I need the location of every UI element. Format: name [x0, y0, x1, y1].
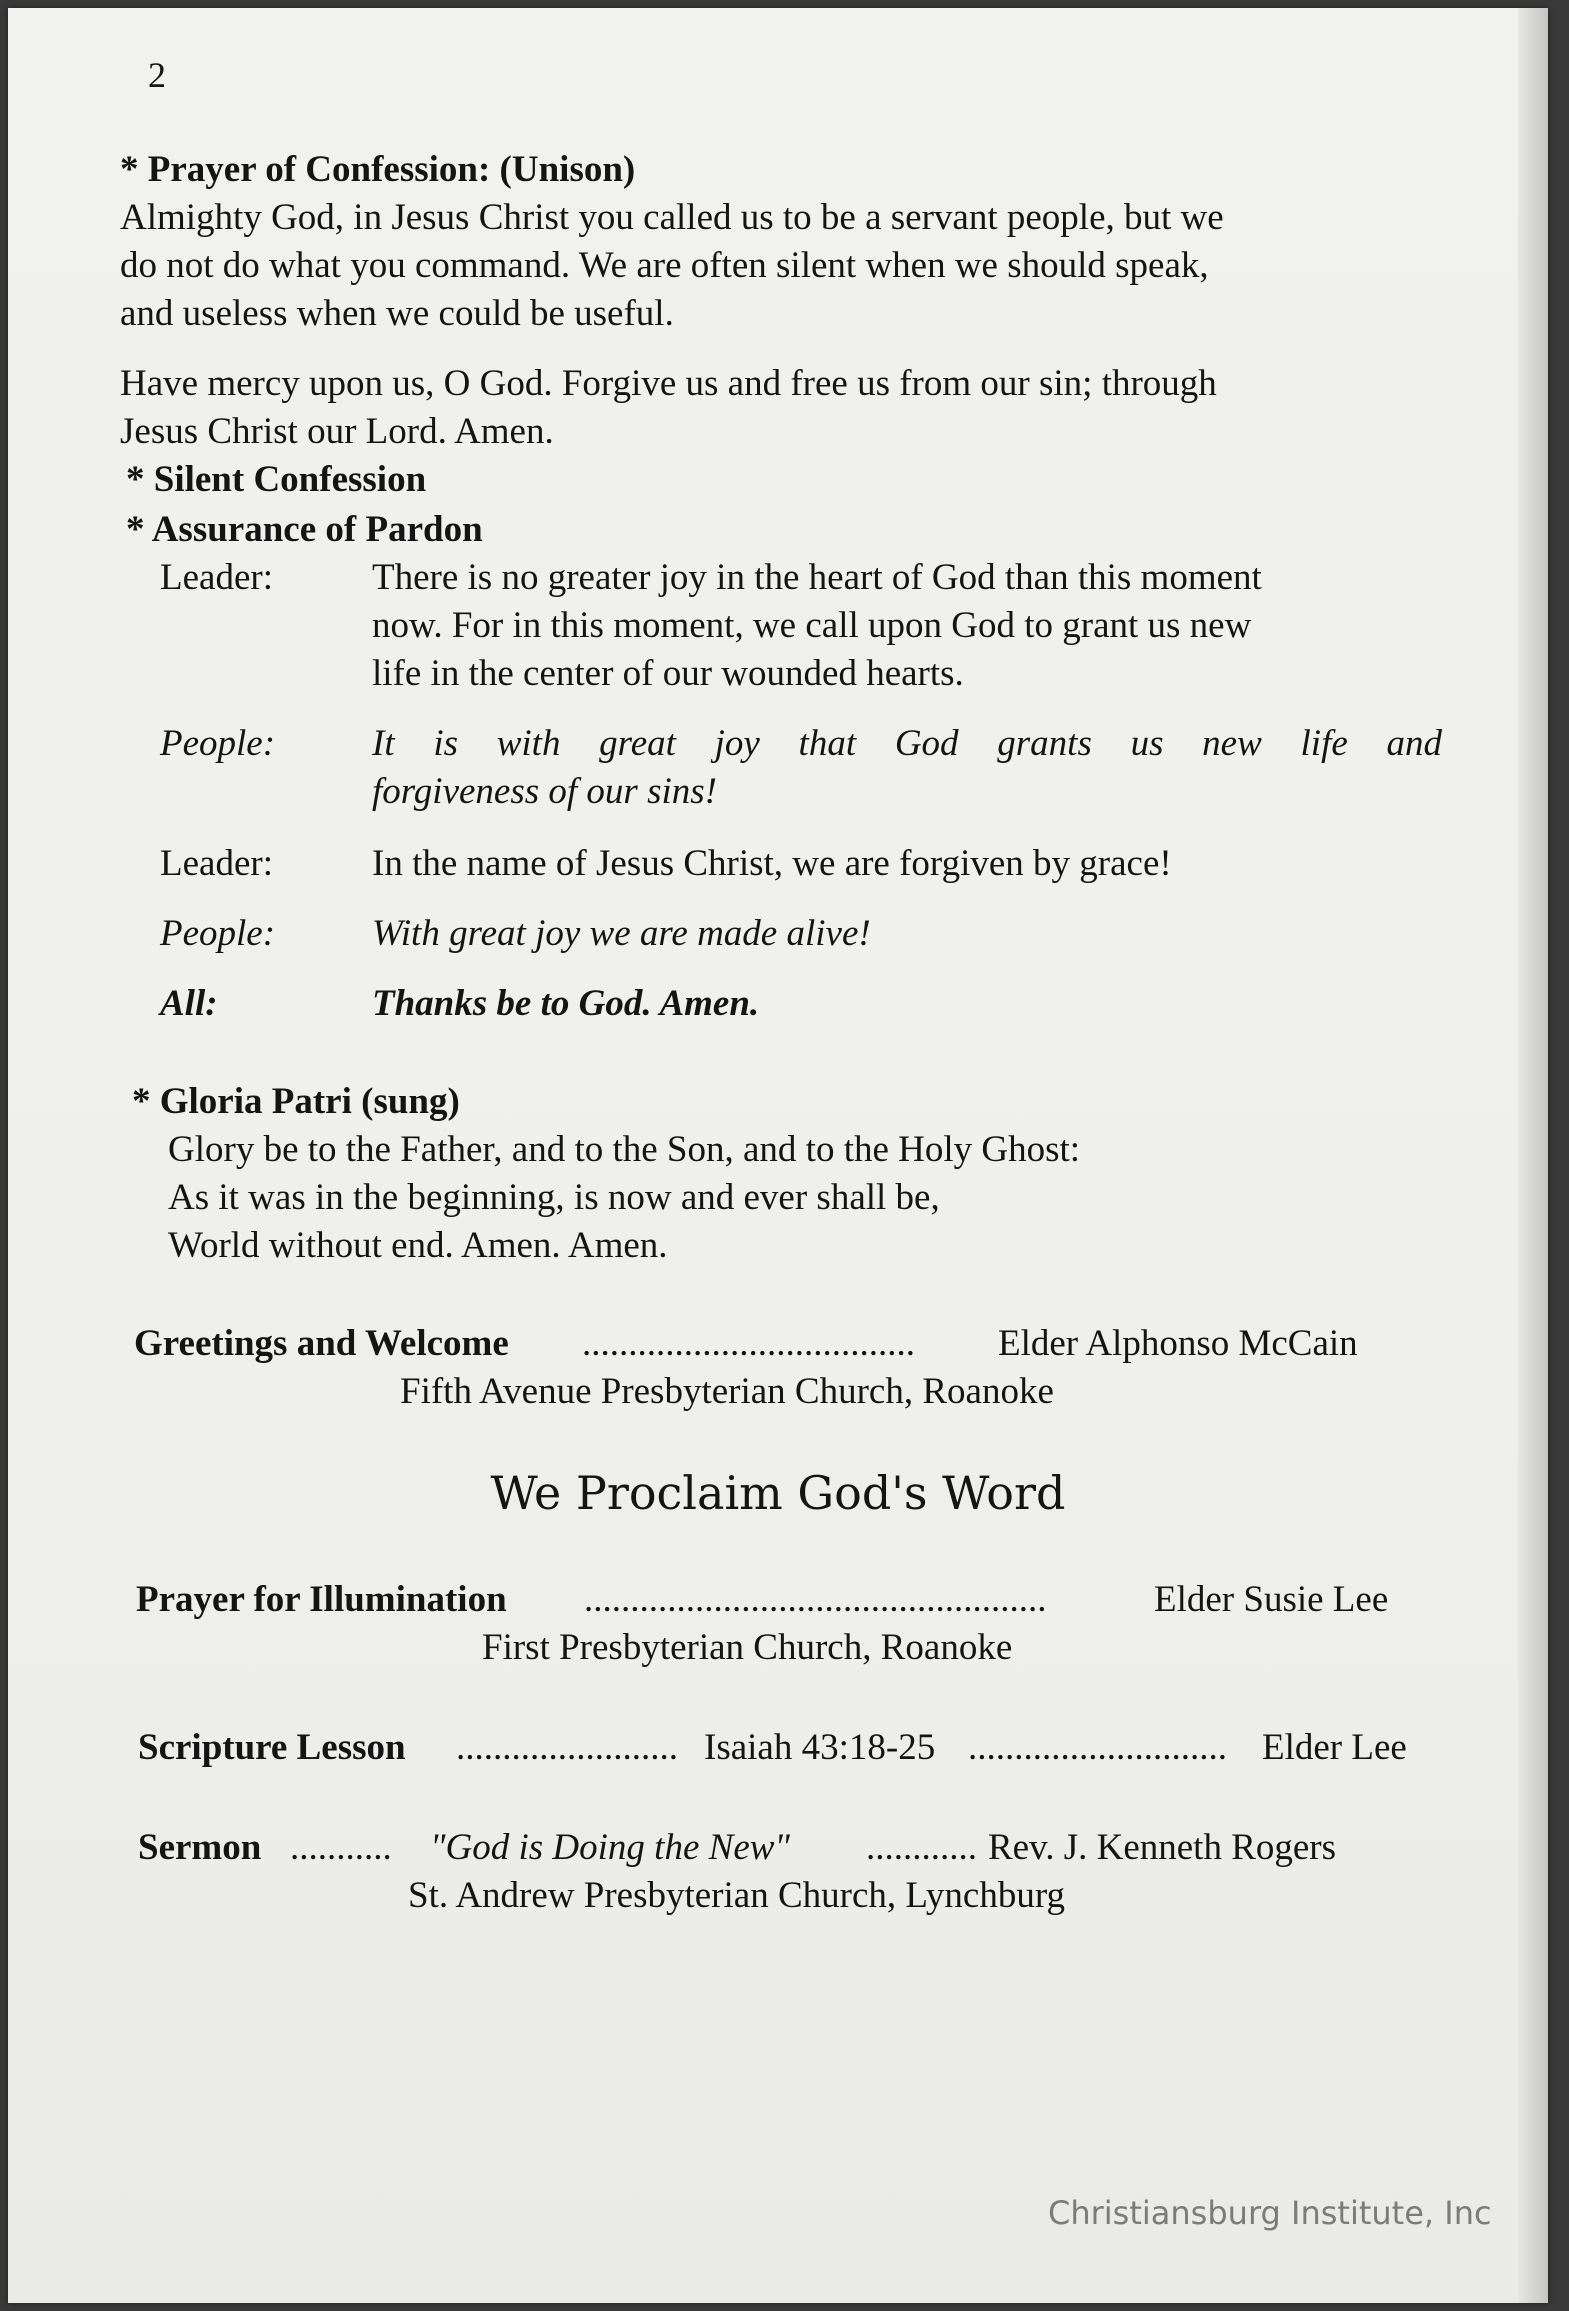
assurance-text: Thanks be to God. Amen.: [372, 983, 760, 1024]
confession-line-1: Almighty God, in Jesus Christ you called us to be a servant people, but we: [120, 197, 1224, 238]
gloria-line: Glory be to the Father, and to the Son, and to the Holy Ghost:: [168, 1129, 1081, 1170]
assurance-text: life in the center of our wounded hearts.: [372, 653, 964, 694]
bulletin-page: [8, 8, 1548, 2303]
gloria-heading: * Gloria Patri (sung): [132, 1081, 460, 1122]
section-title: We Proclaim God's Word: [490, 1466, 1066, 1520]
scripture-dots-2: ............................: [968, 1727, 1227, 1768]
speaker-label: Leader:: [160, 843, 273, 884]
silent-confession-heading: * Silent Confession: [126, 459, 427, 500]
assurance-text: In the name of Jesus Christ, we are forgiven by grace!: [372, 843, 1172, 884]
sermon-dots-2: ............: [866, 1827, 977, 1868]
gloria-line: As it was in the beginning, is now and ever shall be,: [168, 1177, 940, 1218]
gloria-line: World without end. Amen. Amen.: [168, 1225, 668, 1266]
confession-line-5: Jesus Christ our Lord. Amen.: [120, 411, 554, 452]
illumination-church: First Presbyterian Church, Roanoke: [482, 1627, 1013, 1668]
illumination-leader: Elder Susie Lee: [1154, 1579, 1389, 1620]
scripture-reader: Elder Lee: [1262, 1727, 1407, 1768]
scripture-passage: Isaiah 43:18-25: [704, 1727, 936, 1768]
assurance-heading: * Assurance of Pardon: [126, 509, 483, 550]
confession-heading: * Prayer of Confession: (Unison): [120, 149, 636, 190]
assurance-text: With great joy we are made alive!: [372, 913, 871, 954]
page-number: 2: [148, 55, 166, 95]
assurance-text: It is with great joy that God grants us new life and: [372, 723, 1442, 764]
speaker-label: All:: [160, 983, 218, 1024]
scripture-label: Scripture Lesson: [138, 1727, 406, 1768]
illumination-label: Prayer for Illumination: [136, 1579, 507, 1620]
confession-line-2: do not do what you command. We are often silent when we should speak,: [120, 245, 1209, 286]
assurance-text: forgiveness of our sins!: [372, 771, 717, 812]
confession-line-4: Have mercy upon us, O God. Forgive us and free us from our sin; through: [120, 363, 1217, 404]
speaker-label: Leader:: [160, 557, 273, 598]
assurance-text: There is no greater joy in the heart of God than this moment: [372, 557, 1262, 598]
greetings-label: Greetings and Welcome: [134, 1323, 509, 1364]
watermark: Christiansburg Institute, Inc: [1048, 2194, 1492, 2232]
sermon-title: "God is Doing the New": [430, 1827, 790, 1868]
sermon-label: Sermon: [138, 1827, 262, 1868]
sermon-dots-1: ...........: [290, 1827, 392, 1868]
sermon-preacher: Rev. J. Kenneth Rogers: [988, 1827, 1337, 1868]
assurance-text: now. For in this moment, we call upon God to grant us new: [372, 605, 1252, 646]
illumination-leader-dots: ..................................................: [584, 1579, 1047, 1620]
greetings-church: Fifth Avenue Presbyterian Church, Roanoke: [400, 1371, 1054, 1412]
speaker-label: People:: [160, 723, 276, 764]
sermon-church: St. Andrew Presbyterian Church, Lynchburg: [408, 1875, 1066, 1916]
greetings-leader-dots: ....................................: [582, 1323, 915, 1364]
scripture-dots-1: ........................: [456, 1727, 678, 1768]
greetings-leader: Elder Alphonso McCain: [998, 1323, 1358, 1364]
confession-line-3: and useless when we could be useful.: [120, 293, 674, 334]
speaker-label: People:: [160, 913, 276, 954]
